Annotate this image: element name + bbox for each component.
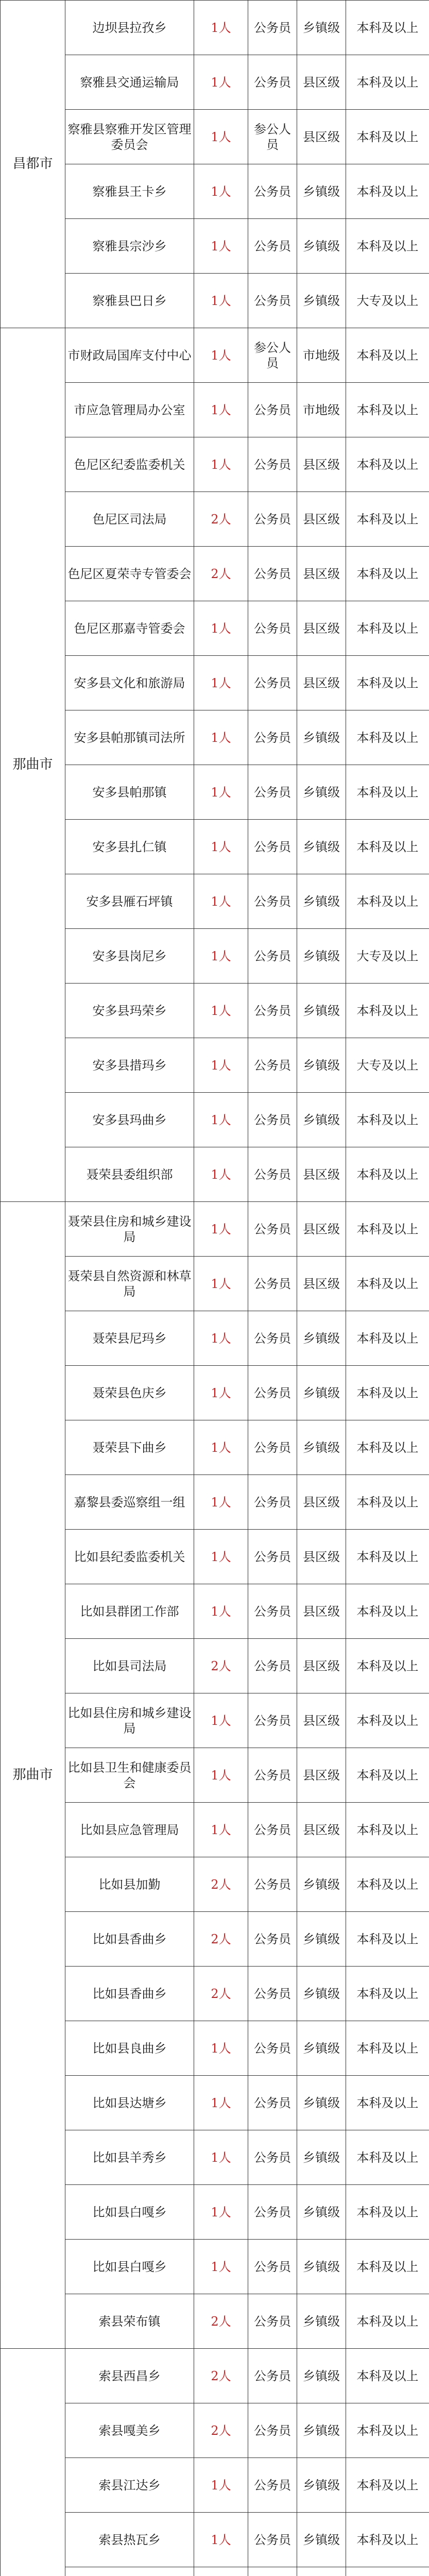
category-cell: 公务员 (248, 1912, 297, 1967)
unit-cell: 比如县羊秀乡 (65, 2130, 194, 2185)
education-cell: 本科及以上 (346, 820, 429, 874)
count-cell: 1人 (194, 1257, 248, 1311)
count-cell: 1人 (194, 710, 248, 765)
level-cell: 县区级 (297, 1530, 346, 1584)
unit-cell: 色尼区那嘉寺管委会 (65, 601, 194, 656)
category-cell: 公务员 (248, 656, 297, 710)
unit-cell: 安多县文化和旅游局 (65, 656, 194, 710)
level-cell: 县区级 (297, 1147, 346, 1202)
count-cell: 1人 (194, 656, 248, 710)
level-cell: 乡镇级 (297, 710, 346, 765)
education-cell: 本科及以上 (346, 2130, 429, 2185)
unit-cell: 比如县达塘乡 (65, 2076, 194, 2130)
count-cell: 2人 (194, 2403, 248, 2458)
count-cell: 1人 (194, 2021, 248, 2076)
unit-cell: 比如县纪委监委机关 (65, 1530, 194, 1584)
level-cell: 乡镇级 (297, 2349, 346, 2403)
unit-cell: 市应急管理局办公室 (65, 383, 194, 437)
unit-cell: 边坝县拉孜乡 (65, 1, 194, 55)
level-cell: 县区级 (297, 1639, 346, 1693)
unit-cell: 安多县玛曲乡 (65, 1093, 194, 1147)
count-cell: 1人 (194, 437, 248, 492)
education-cell: 本科及以上 (346, 2513, 429, 2567)
count-cell: 1人 (194, 274, 248, 328)
category-cell: 公务员 (248, 55, 297, 110)
education-cell: 本科及以上 (346, 492, 429, 547)
level-cell: 乡镇级 (297, 2130, 346, 2185)
education-cell: 本科及以上 (346, 328, 429, 383)
unit-cell: 色尼区纪委监委机关 (65, 437, 194, 492)
count-cell: 2人 (194, 1912, 248, 1967)
count-cell: 1人 (194, 2130, 248, 2185)
count-cell: 1人 (194, 929, 248, 984)
unit-cell: 察雅县宗沙乡 (65, 219, 194, 274)
city-cell: 那曲市 (1, 328, 65, 1202)
unit-cell: 察雅县察雅开发区管理委员会 (65, 110, 194, 164)
category-cell: 公务员 (248, 929, 297, 984)
category-cell: 公务员 (248, 984, 297, 1038)
education-cell: 本科及以上 (346, 2076, 429, 2130)
count-cell: 2人 (194, 1639, 248, 1693)
count-cell: 2人 (194, 1967, 248, 2021)
unit-cell: 比如县良曲乡 (65, 2021, 194, 2076)
level-cell: 乡镇级 (297, 2513, 346, 2567)
education-cell: 本科及以上 (346, 437, 429, 492)
category-cell: 公务员 (248, 1093, 297, 1147)
category-cell: 公务员 (248, 1, 297, 55)
unit-cell: 比如县群团工作部 (65, 1584, 194, 1639)
category-cell: 公务员 (248, 1202, 297, 1257)
level-cell: 乡镇级 (297, 874, 346, 929)
category-cell: 公务员 (248, 1147, 297, 1202)
table-row (1, 328, 429, 383)
level-cell: 乡镇级 (297, 1, 346, 55)
education-cell: 本科及以上 (346, 219, 429, 274)
category-cell: 公务员 (248, 2403, 297, 2458)
category-cell: 公务员 (248, 2130, 297, 2185)
education-cell: 本科及以上 (346, 2349, 429, 2403)
unit-cell: 察雅县巴日乡 (65, 274, 194, 328)
unit-cell: 索县西昌乡 (65, 2349, 194, 2403)
unit-cell: 安多县雁石坪镇 (65, 874, 194, 929)
count-cell: 1人 (194, 383, 248, 437)
category-cell: 公务员 (248, 1693, 297, 1748)
level-cell: 县区级 (297, 1693, 346, 1748)
education-cell: 本科及以上 (346, 1475, 429, 1530)
category-cell: 公务员 (248, 2021, 297, 2076)
count-cell (194, 2567, 248, 2576)
education-cell (346, 2567, 429, 2576)
unit-cell: 比如县白嘎乡 (65, 2240, 194, 2294)
unit-cell: 比如县住房和城乡建设局 (65, 1693, 194, 1748)
level-cell (297, 2567, 346, 2576)
unit-cell: 聂荣县自然资源和林草局 (65, 1257, 194, 1311)
city-cell: 昌都市 (1, 1, 65, 328)
unit-cell: 安多县帕那镇司法所 (65, 710, 194, 765)
count-cell: 1人 (194, 2185, 248, 2240)
level-cell: 乡镇级 (297, 2294, 346, 2349)
count-cell: 1人 (194, 765, 248, 820)
education-cell: 本科及以上 (346, 2294, 429, 2349)
count-cell: 1人 (194, 1584, 248, 1639)
unit-cell: 比如县司法局 (65, 1639, 194, 1693)
education-cell: 本科及以上 (346, 1912, 429, 1967)
level-cell: 市地级 (297, 383, 346, 437)
table-row (1, 1202, 429, 1257)
category-cell: 公务员 (248, 2076, 297, 2130)
level-cell: 市地级 (297, 328, 346, 383)
count-cell: 2人 (194, 2349, 248, 2403)
category-cell: 公务员 (248, 2294, 297, 2349)
category-cell: 公务员 (248, 1038, 297, 1093)
count-cell: 1人 (194, 219, 248, 274)
category-cell: 公务员 (248, 1639, 297, 1693)
education-cell: 本科及以上 (346, 2185, 429, 2240)
level-cell: 乡镇级 (297, 2403, 346, 2458)
count-cell: 1人 (194, 601, 248, 656)
education-cell: 本科及以上 (346, 1584, 429, 1639)
level-cell: 县区级 (297, 1202, 346, 1257)
level-cell: 县区级 (297, 1584, 346, 1639)
category-cell (248, 2567, 297, 2576)
category-cell: 公务员 (248, 2458, 297, 2513)
unit-cell: 比如县白嘎乡 (65, 2185, 194, 2240)
count-cell: 1人 (194, 1, 248, 55)
unit-cell: 安多县岗尼乡 (65, 929, 194, 984)
category-cell: 公务员 (248, 1420, 297, 1475)
count-cell: 1人 (194, 110, 248, 164)
unit-cell: 安多县玛荣乡 (65, 984, 194, 1038)
table-body (1, 1, 429, 2576)
education-cell: 本科及以上 (346, 1420, 429, 1475)
level-cell: 县区级 (297, 656, 346, 710)
category-cell: 公务员 (248, 710, 297, 765)
category-cell: 公务员 (248, 274, 297, 328)
education-cell: 本科及以上 (346, 164, 429, 219)
education-cell: 本科及以上 (346, 383, 429, 437)
unit-cell: 聂荣县下曲乡 (65, 1420, 194, 1475)
level-cell: 县区级 (297, 601, 346, 656)
category-cell: 公务员 (248, 2349, 297, 2403)
category-cell: 公务员 (248, 1530, 297, 1584)
category-cell: 公务员 (248, 2513, 297, 2567)
table-row (1, 1, 429, 55)
level-cell: 县区级 (297, 55, 346, 110)
count-cell: 1人 (194, 1475, 248, 1530)
education-cell: 本科及以上 (346, 2458, 429, 2513)
category-cell: 公务员 (248, 164, 297, 219)
unit-cell: 索县江达乡 (65, 2458, 194, 2513)
education-cell: 本科及以上 (346, 1967, 429, 2021)
education-cell: 本科及以上 (346, 110, 429, 164)
category-cell: 公务员 (248, 1857, 297, 1912)
unit-cell: 索县荣布镇 (65, 2294, 194, 2349)
education-cell: 本科及以上 (346, 2240, 429, 2294)
category-cell: 参公人员 (248, 328, 297, 383)
category-cell: 公务员 (248, 383, 297, 437)
education-cell: 本科及以上 (346, 984, 429, 1038)
education-cell: 本科及以上 (346, 1530, 429, 1584)
category-cell: 公务员 (248, 492, 297, 547)
level-cell: 乡镇级 (297, 2185, 346, 2240)
level-cell: 县区级 (297, 1803, 346, 1857)
count-cell: 1人 (194, 55, 248, 110)
count-cell: 2人 (194, 2294, 248, 2349)
count-cell: 1人 (194, 1038, 248, 1093)
level-cell: 乡镇级 (297, 274, 346, 328)
count-cell: 1人 (194, 1530, 248, 1584)
unit-cell: 聂荣县住房和城乡建设局 (65, 1202, 194, 1257)
unit-cell: 比如县卫生和健康委员会 (65, 1748, 194, 1803)
level-cell: 乡镇级 (297, 1366, 346, 1420)
education-cell: 本科及以上 (346, 1748, 429, 1803)
category-cell: 公务员 (248, 1748, 297, 1803)
category-cell: 公务员 (248, 1803, 297, 1857)
category-cell: 公务员 (248, 2185, 297, 2240)
category-cell: 公务员 (248, 2240, 297, 2294)
count-cell: 1人 (194, 1311, 248, 1366)
level-cell: 乡镇级 (297, 2076, 346, 2130)
education-cell: 本科及以上 (346, 601, 429, 656)
education-cell: 本科及以上 (346, 1257, 429, 1311)
count-cell: 2人 (194, 492, 248, 547)
education-cell: 本科及以上 (346, 1147, 429, 1202)
education-cell: 本科及以上 (346, 1, 429, 55)
level-cell: 乡镇级 (297, 1420, 346, 1475)
education-cell: 大专及以上 (346, 274, 429, 328)
education-cell: 本科及以上 (346, 874, 429, 929)
education-cell: 大专及以上 (346, 929, 429, 984)
unit-cell: 聂荣县色庆乡 (65, 1366, 194, 1420)
category-cell: 公务员 (248, 1366, 297, 1420)
level-cell: 乡镇级 (297, 2021, 346, 2076)
level-cell: 县区级 (297, 110, 346, 164)
category-cell: 公务员 (248, 547, 297, 601)
level-cell: 乡镇级 (297, 1857, 346, 1912)
education-cell: 本科及以上 (346, 1311, 429, 1366)
city-cell (1, 2349, 65, 2576)
count-cell: 1人 (194, 1366, 248, 1420)
education-cell: 本科及以上 (346, 1803, 429, 1857)
level-cell: 乡镇级 (297, 1038, 346, 1093)
level-cell: 乡镇级 (297, 1093, 346, 1147)
category-cell: 公务员 (248, 219, 297, 274)
count-cell: 1人 (194, 2240, 248, 2294)
education-cell: 本科及以上 (346, 1857, 429, 1912)
category-cell: 公务员 (248, 874, 297, 929)
education-cell: 本科及以上 (346, 2403, 429, 2458)
level-cell: 乡镇级 (297, 164, 346, 219)
level-cell: 县区级 (297, 1748, 346, 1803)
education-cell: 本科及以上 (346, 2021, 429, 2076)
level-cell: 县区级 (297, 437, 346, 492)
education-cell: 大专及以上 (346, 1038, 429, 1093)
unit-cell: 比如县应急管理局 (65, 1803, 194, 1857)
education-cell: 本科及以上 (346, 547, 429, 601)
count-cell: 1人 (194, 1202, 248, 1257)
count-cell: 1人 (194, 874, 248, 929)
education-cell: 本科及以上 (346, 1202, 429, 1257)
level-cell: 乡镇级 (297, 1912, 346, 1967)
unit-cell: 色尼区司法局 (65, 492, 194, 547)
category-cell: 公务员 (248, 1257, 297, 1311)
level-cell: 乡镇级 (297, 765, 346, 820)
unit-cell: 比如县加勤 (65, 1857, 194, 1912)
count-cell: 1人 (194, 2513, 248, 2567)
education-cell: 本科及以上 (346, 1366, 429, 1420)
category-cell: 公务员 (248, 1311, 297, 1366)
unit-cell: 市财政局国库支付中心 (65, 328, 194, 383)
level-cell: 县区级 (297, 492, 346, 547)
count-cell: 1人 (194, 984, 248, 1038)
count-cell: 1人 (194, 1748, 248, 1803)
count-cell: 1人 (194, 1420, 248, 1475)
unit-cell: 索县嘎美乡 (65, 2403, 194, 2458)
count-cell: 1人 (194, 2458, 248, 2513)
education-cell: 本科及以上 (346, 765, 429, 820)
level-cell: 乡镇级 (297, 984, 346, 1038)
level-cell: 县区级 (297, 547, 346, 601)
category-cell: 参公人员 (248, 110, 297, 164)
level-cell: 乡镇级 (297, 2240, 346, 2294)
education-cell: 本科及以上 (346, 710, 429, 765)
category-cell: 公务员 (248, 1584, 297, 1639)
education-cell: 本科及以上 (346, 1693, 429, 1748)
unit-cell: 索县热瓦乡 (65, 2513, 194, 2567)
count-cell: 2人 (194, 547, 248, 601)
category-cell: 公务员 (248, 765, 297, 820)
unit-cell: 安多县帕那镇 (65, 765, 194, 820)
level-cell: 乡镇级 (297, 1967, 346, 2021)
level-cell: 县区级 (297, 1475, 346, 1530)
level-cell: 乡镇级 (297, 820, 346, 874)
count-cell: 1人 (194, 164, 248, 219)
count-cell: 1人 (194, 820, 248, 874)
unit-cell: 比如县香曲乡 (65, 1967, 194, 2021)
count-cell: 1人 (194, 2076, 248, 2130)
education-cell: 本科及以上 (346, 55, 429, 110)
count-cell: 1人 (194, 1693, 248, 1748)
unit-cell: 聂荣县委组织部 (65, 1147, 194, 1202)
education-cell: 本科及以上 (346, 1093, 429, 1147)
education-cell: 本科及以上 (346, 656, 429, 710)
city-cell: 那曲市 (1, 1202, 65, 2349)
count-cell: 1人 (194, 1803, 248, 1857)
table-row (1, 2349, 429, 2403)
unit-cell: 嘉黎县委巡察组一组 (65, 1475, 194, 1530)
unit-cell: 聂荣县尼玛乡 (65, 1311, 194, 1366)
unit-cell: 安多县扎仁镇 (65, 820, 194, 874)
category-cell: 公务员 (248, 1475, 297, 1530)
level-cell: 县区级 (297, 1257, 346, 1311)
category-cell: 公务员 (248, 437, 297, 492)
category-cell: 公务员 (248, 820, 297, 874)
level-cell: 乡镇级 (297, 929, 346, 984)
level-cell: 乡镇级 (297, 2458, 346, 2513)
unit-cell: 安多县措玛乡 (65, 1038, 194, 1093)
count-cell: 2人 (194, 1857, 248, 1912)
category-cell: 公务员 (248, 601, 297, 656)
unit-cell: 察雅县王卡乡 (65, 164, 194, 219)
level-cell: 乡镇级 (297, 219, 346, 274)
education-cell: 本科及以上 (346, 1639, 429, 1693)
count-cell: 1人 (194, 1147, 248, 1202)
unit-cell: 察雅县交通运输局 (65, 55, 194, 110)
level-cell: 乡镇级 (297, 1311, 346, 1366)
unit-cell (65, 2567, 194, 2576)
category-cell: 公务员 (248, 1967, 297, 2021)
unit-cell: 色尼区夏荣寺专管委会 (65, 547, 194, 601)
count-cell: 1人 (194, 328, 248, 383)
unit-cell: 比如县香曲乡 (65, 1912, 194, 1967)
count-cell: 1人 (194, 1093, 248, 1147)
